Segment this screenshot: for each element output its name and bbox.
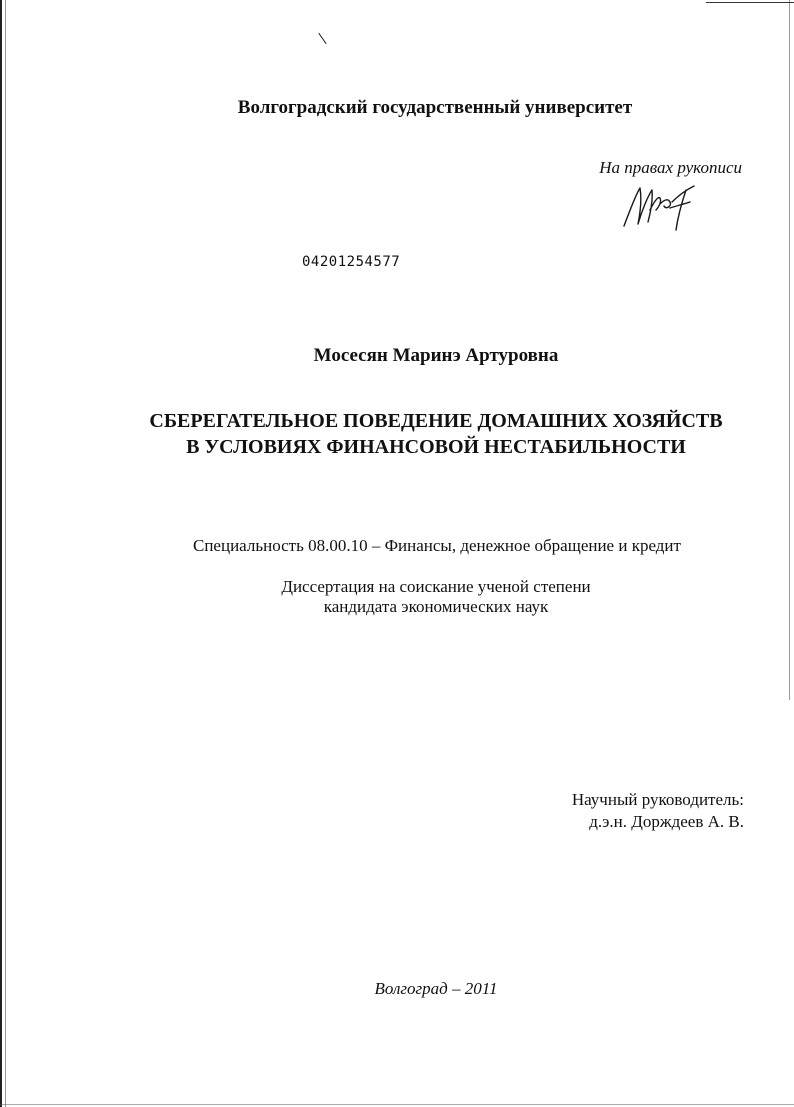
scan-edge-left-inner (5, 0, 6, 1107)
supervisor-name: д.э.н. Дорждеев А. В. (589, 812, 744, 831)
degree-line-2: кандидата экономических наук (323, 597, 549, 616)
scan-edge-left (0, 0, 2, 1107)
supervisor-block (572, 789, 744, 833)
scan-edge-top (706, 2, 794, 3)
title-line-1: СБЕРЕГАТЕЛЬНОЕ ПОВЕДЕНИЕ ДОМАШНИХ ХОЗЯЙСТВ (149, 410, 723, 432)
title-line-2: В УСЛОВИЯХ ФИНАНСОВОЙ НЕСТАБИЛЬНОСТИ (186, 436, 686, 458)
degree-line-1: Диссертация на соискание ученой степени (281, 577, 591, 596)
registration-code: 04201254577 (302, 254, 401, 270)
author-name: Мосесян Маринэ Артуровна (313, 345, 559, 366)
university-name: Волгоградский государственный университет (237, 97, 633, 118)
handwritten-signature (620, 180, 700, 232)
degree-statement (0, 577, 794, 617)
supervisor-label: Научный руководитель: (571, 790, 744, 809)
city-year: Волгоград – 2011 (374, 979, 498, 998)
scan-edge-bottom (0, 1104, 794, 1105)
specialty: Специальность 08.00.10 – Финансы, денежное обращение и кредит (193, 536, 681, 555)
scan-speck (318, 33, 326, 44)
rights-note: На правах рукописи (599, 158, 742, 177)
dissertation-title (0, 408, 794, 460)
